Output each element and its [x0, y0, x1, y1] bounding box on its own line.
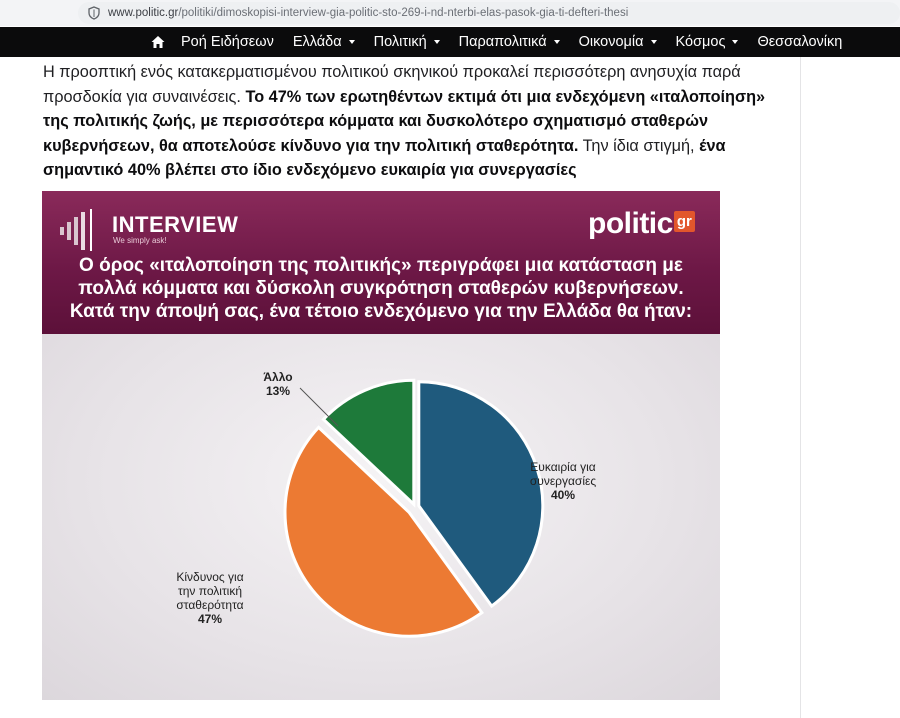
label-danger-line-2: την πολιτική — [177, 584, 243, 598]
label-danger-value: 47% — [197, 612, 223, 626]
nav-item-label: Κόσμος — [675, 34, 726, 50]
label-danger-line-1: Κίνδυνος για — [176, 570, 244, 584]
pie-chart — [42, 334, 720, 700]
label-danger — [160, 570, 260, 626]
nav-item-2[interactable] — [374, 34, 440, 50]
paragraph-text-normal-2: Την ίδια στιγμή, — [578, 136, 700, 155]
home-icon[interactable] — [151, 35, 165, 49]
nav-item-0[interactable] — [181, 34, 274, 50]
question-line-1: Ο όρος «ιταλοποίηση της πολιτικής» περιγράφει μια κατάσταση με — [79, 255, 683, 276]
label-other — [242, 370, 314, 398]
label-danger-line-3: σταθερότητα — [176, 598, 244, 612]
politic-logo — [588, 207, 695, 241]
nav-item-label: Θεσσαλονίκη — [757, 34, 843, 50]
url-path: /politiki/dimoskopisi-interview-gia-politic-sto-269-i-nd-nterbi-elas-pasok-gia-ti-defteri-thesi — [178, 7, 629, 19]
poll-question — [42, 254, 720, 323]
chevron-down-icon — [732, 40, 738, 44]
nav-item-4[interactable] — [579, 34, 657, 50]
shield-icon[interactable] — [88, 6, 100, 20]
interview-tagline: We simply ask! — [113, 236, 167, 245]
label-opportunity-line-1: Ευκαιρία για — [530, 460, 596, 474]
nav-item-label: Ελλάδα — [292, 34, 342, 50]
politic-suffix: gr — [674, 211, 695, 232]
browser-toolbar — [0, 0, 900, 26]
nav-item-label: Παραπολιτικά — [458, 34, 547, 50]
paragraph-text-bold: Το 47% των ερωτηθέντων εκτιμά ότι μια ενδεχόμενη «ιταλοποίηση» της πολιτικής ζωής, με περισσότερα κόμματα και δυσκολότερο σχηματισμό σταθερών κυβερνήσεων, θα αποτελούσε κίνδυνο για την πολιτική σταθερότητα. — [43, 87, 766, 155]
sidebar-divider — [800, 57, 801, 718]
nav-item-3[interactable] — [459, 34, 560, 50]
label-opportunity-line-2: συνεργασίες — [529, 474, 597, 488]
label-other-name: Άλλο — [263, 370, 293, 384]
main-navigation — [0, 27, 900, 57]
chevron-down-icon — [651, 40, 657, 44]
address-bar[interactable] — [78, 2, 900, 24]
chevron-down-icon — [554, 40, 560, 44]
infographic-banner — [42, 191, 720, 334]
nav-items — [181, 27, 861, 57]
question-line-2: πολλά κόμματα και δύσκολη συγκρότηση σταθερών κυβερνήσεων. — [78, 278, 684, 299]
nav-item-6[interactable] — [757, 34, 842, 50]
url-domain: www.politic.gr — [108, 7, 179, 19]
nav-item-1[interactable] — [293, 34, 355, 50]
poll-infographic — [42, 191, 720, 700]
chart-area — [42, 334, 720, 700]
label-opportunity-value: 40% — [550, 488, 576, 502]
interview-brand: INTERVIEW — [112, 212, 239, 237]
paragraph-text-bold-2: ένα σημαντικό 40% βλέπει στο ίδιο ενδεχόμενο ευκαιρία για συνεργασίες — [43, 136, 726, 179]
question-line-3: Κατά την άποψή σας, ένα τέτοιο ενδεχόμενο για την Ελλάδα θα ήταν: — [69, 301, 693, 322]
politic-brand: politic — [588, 207, 673, 240]
url-text[interactable] — [108, 7, 628, 19]
chevron-down-icon — [349, 40, 355, 44]
interview-logo-icon — [60, 209, 100, 251]
article-paragraph — [43, 60, 788, 183]
nav-item-label: Πολιτική — [373, 34, 427, 50]
label-other-value: 13% — [265, 384, 291, 398]
paragraph-text-normal: Η προοπτική ενός κατακερματισμένου πολιτικού σκηνικού προκαλεί περισσότερη ανησυχία παρά προσδοκία για συναινέσεις. — [43, 63, 741, 106]
nav-item-5[interactable] — [676, 34, 739, 50]
label-opportunity — [508, 460, 618, 502]
nav-item-label: Ροή Ειδήσεων — [181, 34, 274, 50]
nav-item-label: Οικονομία — [578, 34, 644, 50]
chevron-down-icon — [434, 40, 440, 44]
